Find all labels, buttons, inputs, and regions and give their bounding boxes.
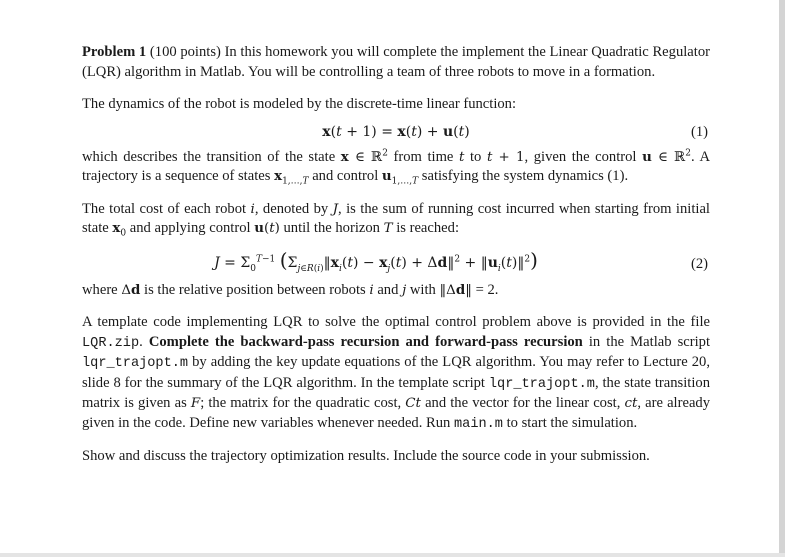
problem-label: Problem 1 (82, 44, 147, 60)
task-instruction: Complete the backward-pass recursion and forward-pass recursion (148, 333, 583, 350)
where-clause: where Δd is the relative position between robots i and j with ‖Δd‖ = 2. (82, 281, 499, 298)
page-bottom-edge (0, 553, 785, 557)
equation-2-number: (2) (690, 255, 708, 272)
file-name-zip: LQR.zip (82, 335, 140, 351)
equation-2 (82, 243, 710, 279)
equation-2-body: $J = \Sigma_0^{T-1}$ ($\Sigma_{j\in R(i)}‖x_i(t) - x_j(t)$ + Δd‖$^2$ + $‖u_i(t)‖^2$) (214, 247, 538, 274)
dynamics-description: which describes the transition of the state x ∈ ℝ$^2$ from time t to t + 1, given the control u ∈ ℝ$^2$. A trajectory is a sequence of states $x_{1,\dots,T}$ and control $u_{1,\dots,T}$ satisfying the system dynamics (1). (82, 148, 710, 187)
template-description: A template code implementing LQR to solve the optimal control problem above is provided in the file LQR.zip. Complete the backward-pass recursion and forward-pass recursion in the Matlab script lqr_trajopt.m by adding the key update equations of the LQR algorithm. You may refer to Lecture 20, slide 8 for the summary of the LQR algorithm. In the template script lqr_trajopt.m, the state transition matrix is given as F; the matrix for the quadratic cost, Ct and the vector for the linear cost, ct, are already given in the code. Define new variables whenever needed. Run main.m to start the simulation. (82, 314, 711, 432)
equation-1 (82, 121, 710, 145)
cost-description: The total cost of each robot i, denoted by J, is the sum of running cost incurred when starting from initial state $x_0$ and applying control u(t) until the horizon T is reached: (82, 200, 710, 239)
problem-points: (100 points) (149, 44, 221, 60)
dynamics-intro: The dynamics of the robot is modeled by the discrete-time linear function: (82, 96, 517, 112)
closing-instruction: Show and discuss the trajectory optimization results. Include the source code in your submission. (82, 448, 650, 464)
problem-intro-text: In this homework you will complete the implement the Linear Quadratic Regulator (LQR) algorithm in Matlab. You will be controlling a team of three robots to move in a formation. (82, 44, 710, 80)
equation-1-body: x(t + 1) = x(t) + u(t) (322, 123, 470, 140)
equation-1-number: (1) (690, 123, 708, 140)
page-right-edge (779, 0, 785, 557)
script-name: lqr_trajopt.m (82, 356, 189, 371)
problem-intro (82, 43, 710, 82)
main-script-name: main.m (454, 416, 503, 432)
document-page (82, 43, 710, 467)
script-name-2: lqr_trajopt.m (488, 376, 595, 392)
